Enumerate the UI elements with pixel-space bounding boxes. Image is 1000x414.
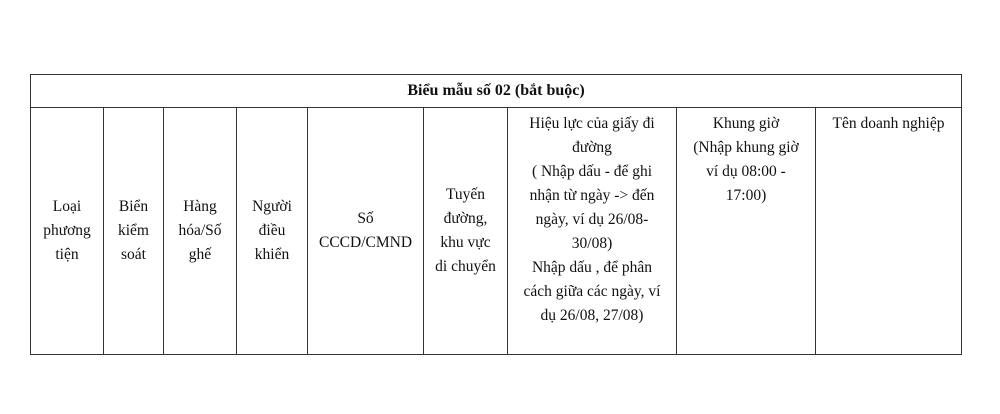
header-line: cách giữa các ngày, ví [523, 283, 661, 300]
header-line: nhận từ ngày -> đến [529, 187, 655, 204]
header-line: di chuyển [435, 258, 496, 275]
header-line: phương [43, 222, 91, 239]
col-header-id-number [308, 108, 424, 355]
col-header-driver [237, 108, 308, 355]
header-line: Số [357, 210, 374, 227]
col-header-vehicle-type [31, 108, 104, 355]
header-line: ghế [188, 246, 212, 263]
header-line: Tuyến [445, 186, 486, 203]
header-line: Biển [118, 198, 149, 215]
header-line: điều [258, 222, 286, 239]
header-line: khiển [254, 246, 290, 263]
header-line: ( Nhập dấu - để ghi [531, 163, 653, 180]
header-line: 30/08) [571, 235, 613, 252]
col-header-route [424, 108, 508, 355]
col-header-company-name [816, 108, 962, 355]
header-line: Khung giờ [712, 115, 780, 132]
col-header-time-slot [677, 108, 816, 355]
header-line: Nhập dấu , để phân [531, 259, 653, 276]
col-header-validity [508, 108, 677, 355]
header-line: 17:00) [725, 187, 767, 204]
header-line: đường [572, 139, 612, 156]
header-line: Loại [52, 198, 82, 215]
header-line: khu vực [440, 234, 491, 251]
header-line: Hàng [183, 198, 217, 215]
registration-form-table [30, 74, 962, 355]
header-line: dụ 26/08, 27/08) [540, 307, 644, 324]
header-line: (Nhập khung giờ [693, 139, 799, 156]
header-line: kiểm [118, 222, 149, 239]
col-header-license-plate [104, 108, 164, 355]
form-title: Biểu mẫu số 02 (bắt buộc) [31, 75, 962, 108]
header-line: hóa/Số [178, 222, 222, 239]
header-line: Người [252, 198, 292, 215]
header-line: đường, [443, 210, 488, 227]
col-header-cargo-seats [164, 108, 237, 355]
header-line: ví dụ 08:00 - [706, 163, 786, 180]
header-line: Hiệu lực của giấy đi [529, 115, 655, 132]
header-line: tiện [55, 246, 79, 263]
header-line: Tên doanh nghiệp [832, 115, 945, 132]
header-line: soát [121, 246, 146, 263]
header-line: CCCD/CMND [318, 234, 413, 251]
header-line: ngày, ví dụ 26/08- [535, 211, 649, 228]
